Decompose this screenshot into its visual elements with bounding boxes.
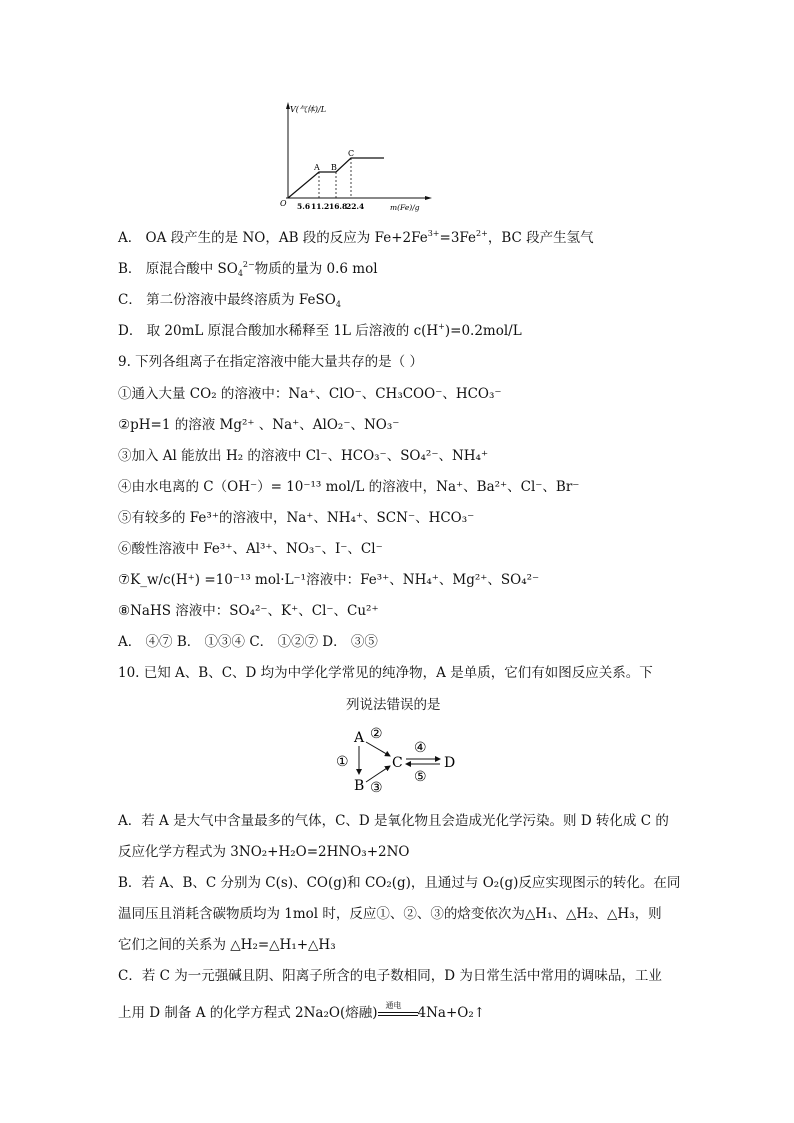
step-4-label: ④ — [414, 740, 427, 756]
step-5-label: ⑤ — [414, 769, 427, 785]
node-d: D — [444, 755, 456, 771]
q9-stem: 9. 下列各组离子在指定溶液中能大量共存的是（ ） — [118, 354, 423, 370]
node-b: B — [354, 778, 365, 794]
q9-item: ①通入大量 CO₂ 的溶液中：Na⁺、ClO⁻、CH₃COO⁻、HCO₃⁻ — [118, 386, 502, 402]
tick-label: 5.6 — [297, 202, 311, 211]
q9-item: ③加入 Al 能放出 H₂ 的溶液中 Cl⁻、HCO₃⁻、SO₄²⁻、NH₄⁺ — [118, 448, 489, 464]
node-c: C — [392, 755, 403, 771]
q8-option-c: C． 第二份溶液中最终溶质为 FeSO$_4$ — [118, 292, 341, 309]
step-1-label: ① — [336, 754, 349, 770]
gas-volume-graph — [278, 100, 438, 215]
node-a: A — [354, 730, 365, 746]
q10-option-b-line3: 它们之间的关系为 △H₂=△H₁+△H₃ — [118, 937, 336, 953]
reaction-diagram — [334, 724, 464, 794]
q9-options: A． ④⑦ B． ①③④ C． ①②⑦ D． ③⑤ — [118, 634, 378, 650]
q10-stem-line1: 10. 已知 A、B、C、D 均为中学化学常见的纯净物，A 是单质，它们有如图反应关系。下 — [118, 665, 653, 681]
q10-option-c-line2: 上用 D 制备 A 的化学方程式 2Na₂O(熔融) 通电 4Na+O₂↑ — [118, 1001, 486, 1021]
tick-label: 16.8 — [329, 202, 348, 211]
q10-stem-line2: 列说法错误的是 — [346, 697, 441, 713]
point-b-label: B — [331, 163, 337, 172]
q10-option-c-line1: C．若 C 为一元强碱且阴、阳离子所含的电子数相同，D 为日常生活中常用的调味品，工业 — [118, 968, 662, 984]
tick-label: 11.2 — [311, 202, 330, 211]
point-a-label: A — [314, 163, 320, 172]
origin-label: O — [280, 199, 287, 208]
tick-label: 22.4 — [346, 202, 365, 211]
step-2-label: ② — [370, 726, 383, 742]
q9-item: ⑦K_w/c(H⁺) =10⁻¹³ mol·L⁻¹溶液中：Fe³⁺、NH₄⁺、Mg²⁺、SO₄²⁻ — [118, 572, 540, 588]
q8-option-d: D． 取 20mL 原混合酸加水稀释至 1L 后溶液的 c(H+)=0.2mol/L — [118, 322, 522, 339]
q9-item: ④由水电离的 C（OH⁻）= 10⁻¹³ mol/L 的溶液中，Na⁺、Ba²⁺、Cl⁻、Br⁻ — [118, 479, 580, 495]
q9-item: ⑥酸性溶液中 Fe³⁺、Al³⁺、NO₃⁻、I⁻、Cl⁻ — [118, 541, 383, 557]
q9-item: ⑧NaHS 溶液中：SO₄²⁻、K⁺、Cl⁻、Cu²⁺ — [118, 603, 379, 619]
y-axis-label: V(气体)/L — [290, 105, 327, 114]
q10-option-a-line2: 反应化学方程式为 3NO₂+H₂O=2HNO₃+2NO — [118, 844, 410, 860]
q10-option-b-line1: B．若 A、B、C 分别为 C(s)、CO(g)和 CO₂(g)，且通过与 O₂(g)反应实现图示的转化。在同 — [118, 875, 681, 891]
q8-option-a: A． OA 段产生的是 NO，AB 段的反应为 $Fe+2Fe^{3+}=3Fe^{2+}$，BC 段产生氢气 — [118, 229, 594, 246]
q8-option-b: B． 原混合酸中 $SO_4^{2-}$物质的量为 0.6 mol — [118, 260, 378, 278]
step-3-label: ③ — [370, 780, 383, 794]
x-axis-label: m(Fe)/g — [390, 203, 420, 212]
reaction-condition: 通电 — [378, 1004, 418, 1022]
q9-item: ⑤有较多的 Fe³⁺的溶液中，Na⁺、NH₄⁺、SCN⁻、HCO₃⁻ — [118, 510, 475, 526]
q10-option-a-line1: A．若 A 是大气中含量最多的气体，C、D 是氧化物且会造成光化学污染。则 D 转化成 C 的 — [118, 813, 669, 829]
q9-item: ②pH=1 的溶液 Mg²⁺ 、Na⁺、AlO₂⁻、NO₃⁻ — [118, 417, 400, 433]
q10-option-b-line2: 温同压且消耗含碳物质均为 1mol 时，反应①、②、③的焓变依次为△H₁、△H₂、△H₃，则 — [118, 906, 662, 922]
point-c-label: C — [348, 149, 355, 158]
